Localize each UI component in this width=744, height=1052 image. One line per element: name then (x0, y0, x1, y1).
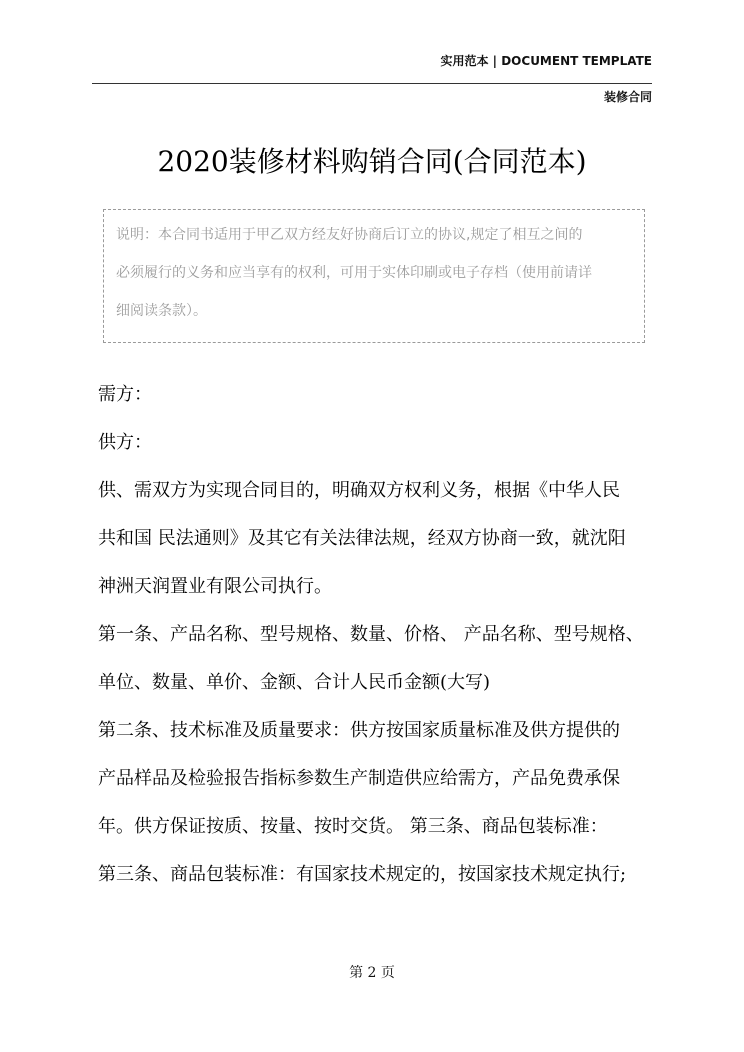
document-title: 2020装修材料购销合同(合同范本) (157, 145, 587, 178)
body-line: 产品样品及检验报告指标参数生产制造供应给需方，产品免费承保 (98, 768, 620, 789)
body-line: 供、需双方为实现合同目的，明确双方权利义务，根据《中华人民 (98, 480, 620, 501)
header-brand: 实用范本 | DOCUMENT TEMPLATE (440, 54, 652, 68)
body-line: 共和国 民法通则》及其它有关法律法规，经双方协商一致，就沈阳 (98, 528, 626, 549)
header-category: 装修合同 (603, 90, 652, 104)
body-line: 神洲天润置业有限公司执行。 (98, 576, 332, 597)
body-line: 单位、数量、单价、金额、合计人民币金额(大写) (98, 672, 491, 693)
notice-line: 必须履行的义务和应当享有的权利，可用于实体印刷或电子存档（使用前请详 (116, 265, 592, 281)
buyer-label: 需方： (98, 384, 152, 405)
body-line: 第一条、产品名称、型号规格、数量、价格、 产品名称、型号规格、 (98, 624, 644, 645)
contract-body (98, 371, 658, 899)
body-line: 第三条、商品包装标准：有国家技术规定的，按国家技术规定执行; (98, 864, 627, 885)
body-line: 第二条、技术标准及质量要求：供方按国家质量标准及供方提供的 (98, 720, 620, 741)
notice-line: 细阅读条款）。 (116, 303, 207, 319)
supplier-label: 供方： (98, 432, 152, 453)
notice-line: 说明：本合同书适用于甲乙双方经友好协商后订立的协议,规定了相互之间的 (116, 227, 583, 243)
header-divider (92, 83, 652, 84)
body-line: 年。供方保证按质、按量、按时交货。 第三条、商品包装标准： (98, 816, 608, 837)
notice-box (103, 209, 645, 343)
page-number: 第 2 页 (349, 965, 395, 981)
